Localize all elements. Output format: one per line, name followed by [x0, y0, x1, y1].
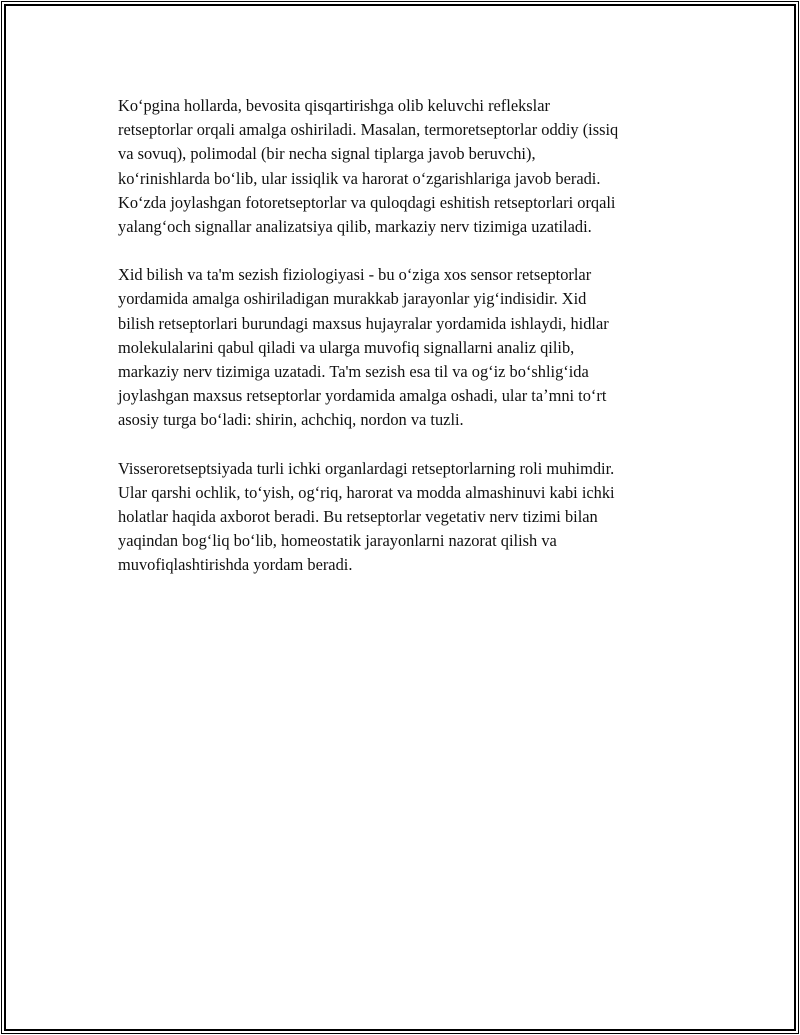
- paragraph-1: Koʻpgina hollarda, bevosita qisqartirishga olib keluvchi reflekslar retseptorlar orqali amalga oshiriladi. Masalan, termoretseptorlar oddiy (issiq va sovuq), polimodal (bir necha signal tiplarga javob beruvchi), koʻrinishlarda boʻlib, ular issiqlik va harorat oʻzgarishlariga javob beradi. Koʻzda joylashgan fotoretseptorlar va quloqdagi eshitish retseptorlari orqali yalangʻoch signallar analizatsiya qilib, markaziy nerv tizimiga uzatiladi.: [118, 96, 619, 237]
- document-page: [4, 4, 796, 1031]
- paragraph-3: Visseroretseptsiyada turli ichki organlardagi retseptorlarning roli muhimdir. Ular qarshi ochlik, toʻyish, ogʻriq, harorat va modda almashinuvi kabi ichki holatlar haqida axborot beradi. Bu retseptorlar vegetativ nerv tizimi bilan yaqindan bogʻliq boʻlib, homeostatik jarayonlarni nazorat qilish va muvofiqlashtirishda yordam beradi.: [118, 458, 615, 575]
- document-body: [118, 94, 698, 602]
- paragraph-2: Xid bilish va ta'm sezish fiziologiyasi - bu oʻziga xos sensor retseptorlar yordamida amalga oshiriladigan murakkab jarayonlar yigʻindisidir. Xid bilish retseptorlari burundagi maxsus hujayralar yordamida ishlaydi, hidlar molekulalarini qabul qiladi va ularga muvofiq signallarni analiz qilib, markaziy nerv tizimiga uzatadi. Ta'm sezish esa til va ogʻiz boʻshligʻida joylashgan maxsus retseptorlar yordamida amalga oshadi, ular taʼmni toʻrt asosiy turga boʻladi: shirin, achchiq, nordon va tuzli.: [118, 265, 609, 430]
